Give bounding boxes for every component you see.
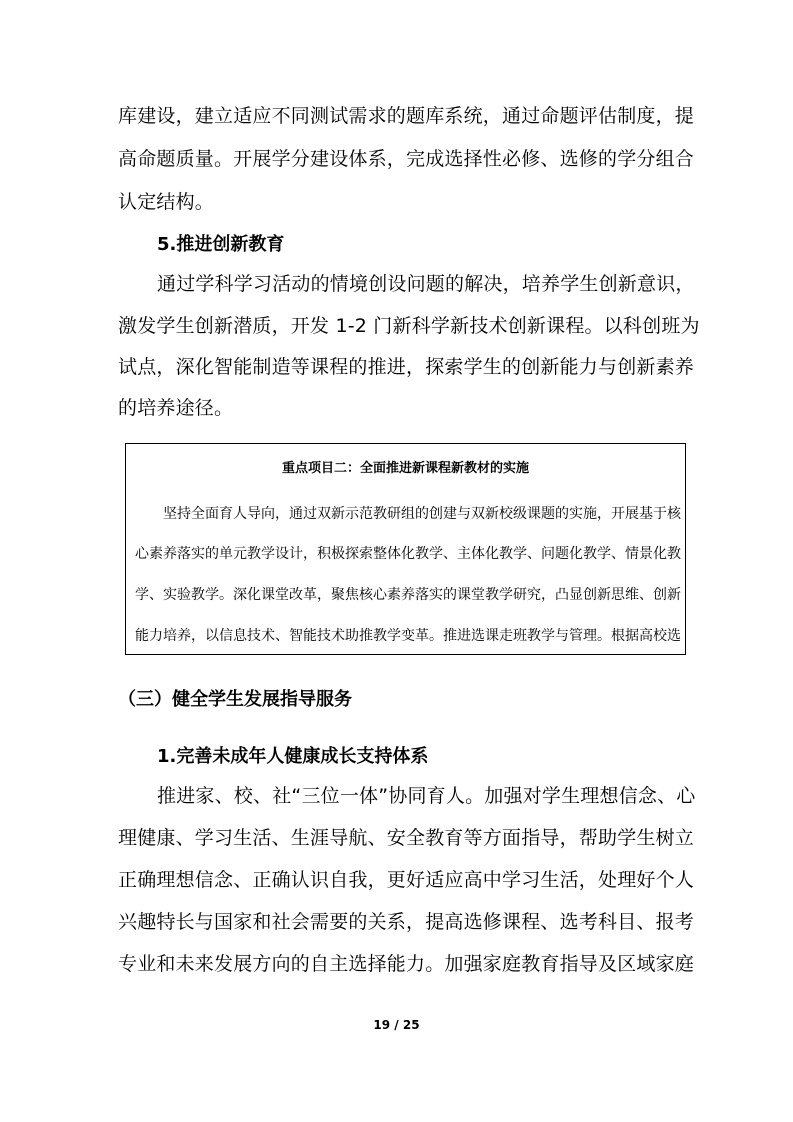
paragraph-line: 的培养途径。 <box>118 397 234 419</box>
key-project-title: 重点项目二：全面推进新课程新教材的实施 <box>281 461 529 476</box>
page-number: 19 / 25 <box>373 1018 420 1032</box>
paragraph-line: 推进家、校、社“三位一体”协同育人。加强对学生理想信念、心 <box>157 785 696 807</box>
paragraph-line: 库建设，建立适应不同测试需求的题库系统，通过命题评估制度，提 <box>118 105 695 127</box>
paragraph-line: 认定结构。 <box>118 191 215 213</box>
paragraph-line: 激发学生创新潜质，开发 1-2 门新科学新技术创新课程。以科创班为 <box>118 315 700 337</box>
section-heading: （三）健全学生发展指导服务 <box>118 689 352 710</box>
box-text-line: 能力培养，以信息技术、智能技术助推教学变革。推进选课走班教学与管理。根据高校选 <box>135 628 681 644</box>
paragraph-line: 理健康、学习生活、生涯导航、安全教育等方面指导，帮助学生树立 <box>118 827 695 849</box>
section-heading: 5.推进创新教育 <box>157 234 285 255</box>
box-text-line: 学、实验教学。深化课堂改革，聚焦核心素养落实的课堂教学研究，凸显创新思维、创新 <box>135 587 681 603</box>
box-text-line: 心素养落实的单元教学设计，积极探索整体化教学、主体化教学、问题化教学、情景化教 <box>135 546 681 562</box>
paragraph-line: 高命题质量。开展学分建设体系，完成选择性必修、选修的学分组合 <box>118 148 695 170</box>
key-project-box <box>125 443 686 655</box>
box-text-line: 坚持全面育人导向，通过双新示范教研组的创建与双新校级课题的实施，开展基于核 <box>163 506 681 522</box>
paragraph-line: 兴趣特长与国家和社会需要的关系，提高选修课程、选考科目、报考 <box>118 911 695 933</box>
paragraph-line: 试点，深化智能制造等课程的推进，探索学生的创新能力与创新素养 <box>118 356 695 378</box>
paragraph-line: 正确理想信念、正确认识自我，更好适应高中学习生活，处理好个人 <box>118 869 695 891</box>
paragraph-line: 专业和未来发展方向的自主选择能力。加强家庭教育指导及区域家庭 <box>118 953 695 975</box>
subsection-heading: 1.完善未成年人健康成长支持体系 <box>157 746 429 767</box>
paragraph-line: 通过学科学习活动的情境创设问题的解决，培养学生创新意识， <box>157 273 695 295</box>
